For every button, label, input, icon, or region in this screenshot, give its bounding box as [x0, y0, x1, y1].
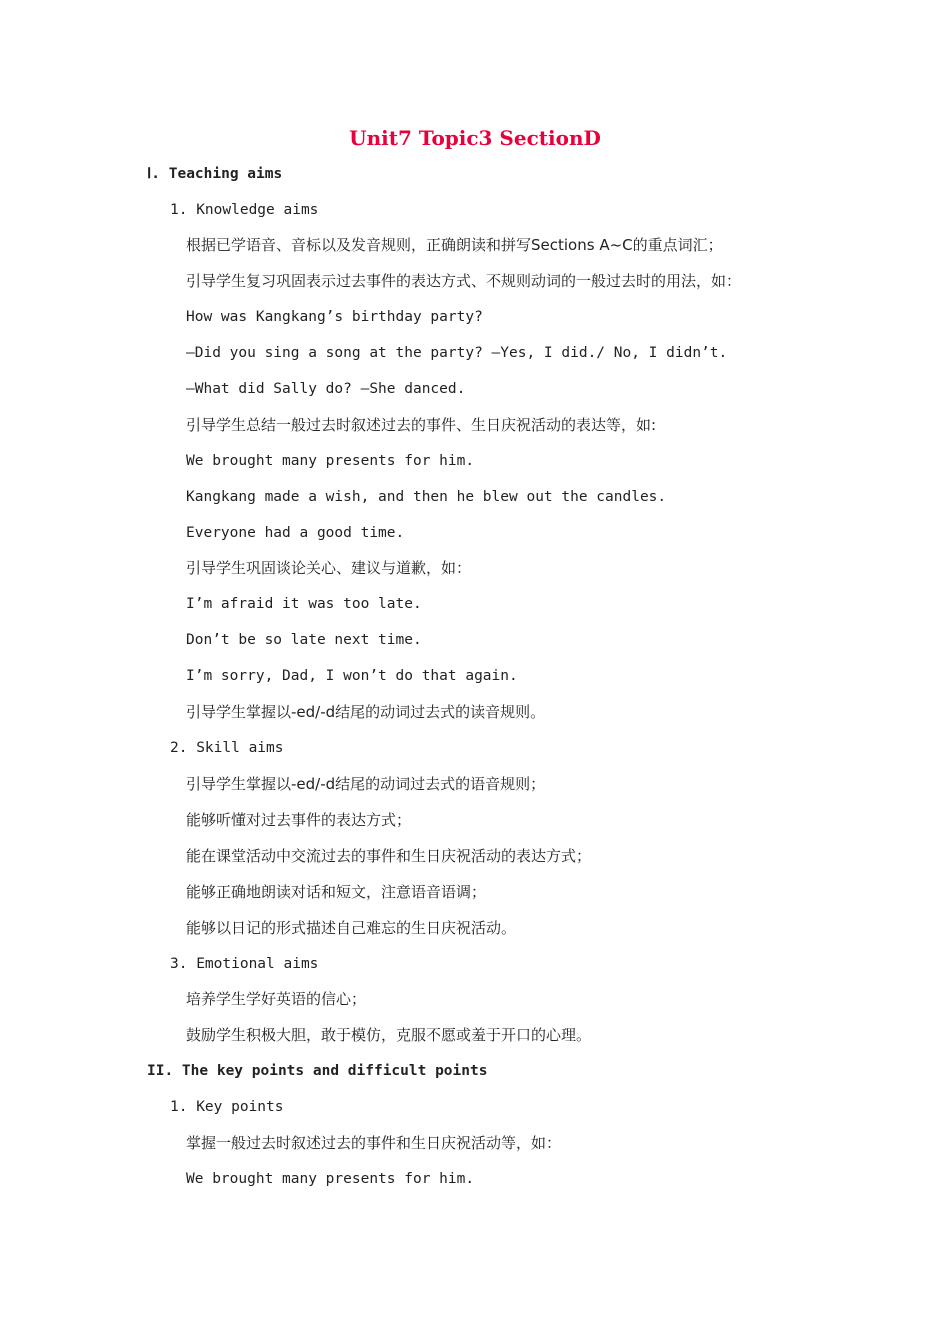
knowledge-line-3: How was Kangkang’s birthday party? — [186, 309, 483, 325]
skill-line-3: 能在课堂活动中交流过去的事件和生日庆祝活动的表达方式； — [186, 847, 592, 865]
knowledge-line-8: Kangkang made a wish, and then he blew out the candles. — [186, 489, 667, 505]
knowledge-line-4: —Did you sing a song at the party? —Yes, I did./ No, I didn’t. — [186, 345, 728, 361]
sub-heading-skill-aims: 2. Skill aims — [170, 740, 284, 756]
knowledge-line-7: We brought many presents for him. — [186, 453, 475, 469]
knowledge-line-11: I’m afraid it was too late. — [186, 596, 422, 612]
skill-line-5: 能够以日记的形式描述自己难忘的生日庆祝活动。 — [186, 919, 517, 937]
skill-line-4: 能够正确地朗读对话和短文，注意语音语调； — [186, 883, 487, 901]
knowledge-line-2: 引导学生复习巩固表示过去事件的表达方式、不规则动词的一般过去时的用法，如： — [186, 272, 742, 290]
sub-heading-key-points: 1. Key points — [170, 1099, 284, 1115]
knowledge-line-10: 引导学生巩固谈论关心、建议与道歉，如： — [186, 559, 472, 577]
key-points-line-2: We brought many presents for him. — [186, 1171, 475, 1187]
knowledge-line-1: 根据已学语音、音标以及发音规则，正确朗读和拼写Sections A~C的重点词汇； — [186, 236, 723, 254]
section-heading-key-points: II. The key points and difficult points — [147, 1063, 488, 1079]
knowledge-line-6: 引导学生总结一般过去时叙述过去的事件、生日庆祝活动的表达等，如: — [186, 416, 657, 434]
key-points-line-1: 掌握一般过去时叙述过去的事件和生日庆祝活动等，如： — [186, 1134, 562, 1152]
knowledge-line-5: —What did Sally do? —She danced. — [186, 381, 466, 397]
page-title: Unit7 Topic3 SectionD — [349, 126, 601, 150]
section-heading-teaching-aims: Ⅰ. Teaching aims — [147, 166, 283, 182]
sub-heading-emotional-aims: 3. Emotional aims — [170, 956, 319, 972]
knowledge-line-12: Don’t be so late next time. — [186, 632, 422, 648]
emotional-line-2: 鼓励学生积极大胆，敢于模仿，克服不愿或羞于开口的心理。 — [186, 1026, 592, 1044]
knowledge-line-13: I’m sorry, Dad, I won’t do that again. — [186, 668, 518, 684]
skill-line-1: 引导学生掌握以-ed/-d结尾的动词过去式的语音规则； — [186, 775, 546, 793]
emotional-line-1: 培养学生学好英语的信心； — [186, 990, 367, 1008]
knowledge-line-14: 引导学生掌握以-ed/-d结尾的动词过去式的读音规则。 — [186, 703, 546, 721]
knowledge-line-9: Everyone had a good time. — [186, 525, 405, 541]
sub-heading-knowledge-aims: 1. Knowledge aims — [170, 202, 319, 218]
skill-line-2: 能够听懂对过去事件的表达方式； — [186, 811, 412, 829]
